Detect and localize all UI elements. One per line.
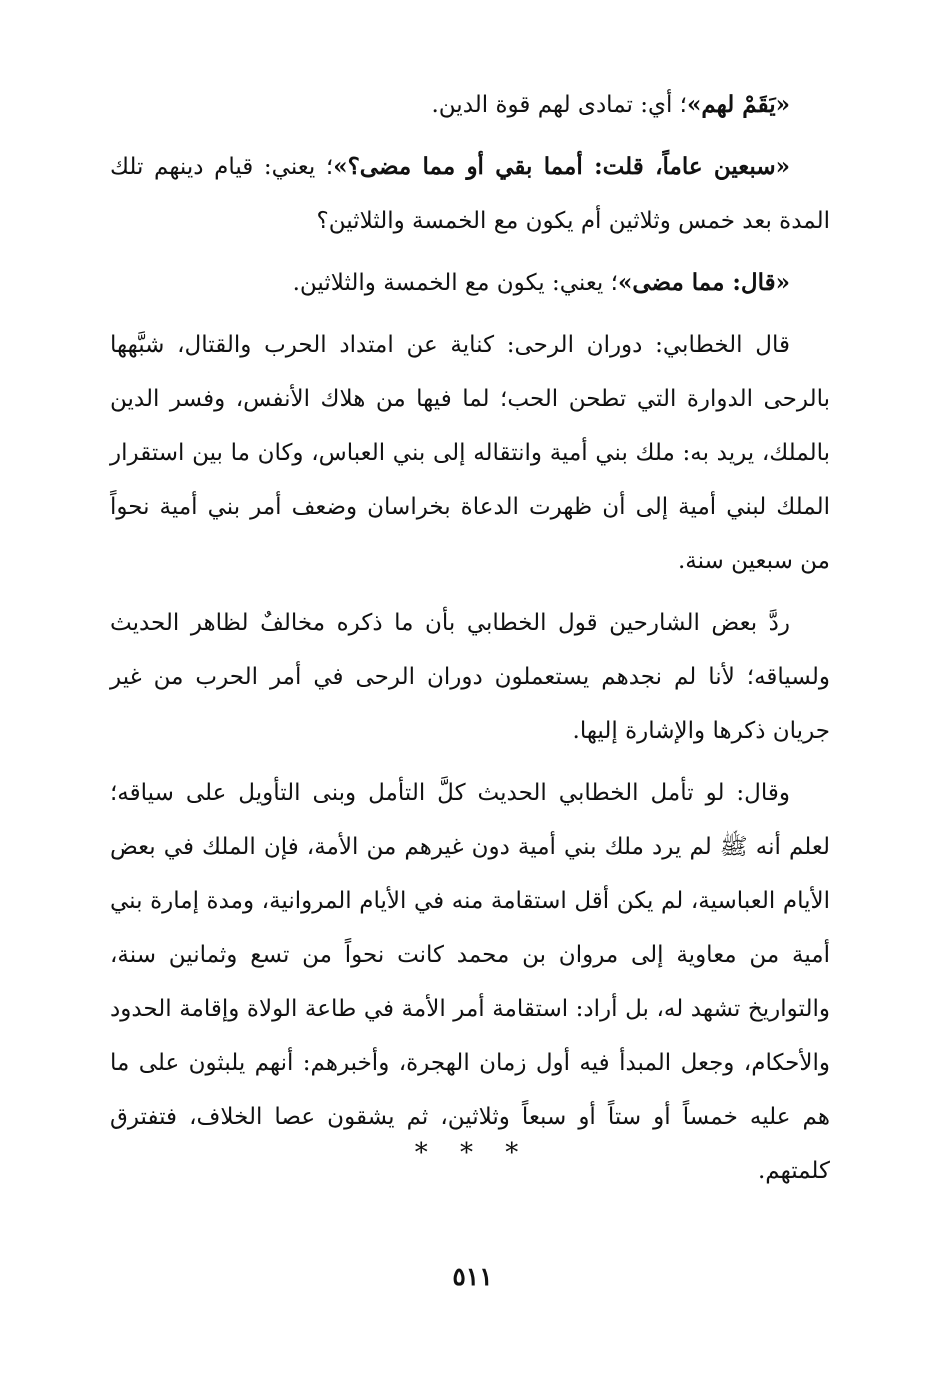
- paragraph-text: ؛ يعني: قيام دينهم تلك المدة بعد خمس وثلاثين أم يكون مع الخمسة والثلاثين؟: [110, 154, 830, 234]
- paragraph-6: [110, 766, 830, 1198]
- main-text: [110, 78, 830, 1206]
- quoted-phrase: «سبعين عاماً، قلت: أمما بقي أو مما مضى؟»: [333, 153, 790, 180]
- paragraph-2: [110, 140, 830, 248]
- paragraph-text: وقال: لو تأمل الخطابي الحديث كلَّ التأمل وبنى التأويل على سياقه؛ لعلم أنه ﷺ لم يرد ملك بني أمية دون غيرهم من الأمة، فإن الملك في بعض الأيام العباسية، لم يكن أقل استقامة منه في الأيام المروانية، ومدة إمارة بني أمية من معاوية إلى مروان بن محمد كانت نحواً من تسع وثمانين سنة، والتواريخ تشهد له، بل أراد: استقامة أمر الأمة في طاعة الولاة وإقامة الحدود والأحكام، وجعل المبدأ فيه أول زمان الهجرة، وأخبرهم: أنهم يلبثون على ما هم عليه خمساً أو ستاً أو سبعاً وثلاثين، ثم يشقون عصا الخلاف، فتفترق كلمتهم.: [110, 780, 830, 1184]
- paragraph-5: [110, 596, 830, 758]
- paragraph-text: قال الخطابي: دوران الرحى: كناية عن امتداد الحرب والقتال، شبَّهها بالرحى الدوارة التي تطحن الحب؛ لما فيها من هلاك الأنفس، وفسر الدين بالملك، يريد به: ملك بني أمية وانتقاله إلى بني العباس، وكان ما بين استقرار الملك لبني أمية إلى أن ظهرت الدعاة بخراسان وضعف أمر بني أمية نحواً من سبعين سنة.: [110, 332, 830, 574]
- page-number: ٥١١: [452, 1262, 493, 1291]
- paragraph-text: ردَّ بعض الشارحين قول الخطابي بأن ما ذكره مخالفٌ لظاهر الحديث ولسياقه؛ لأنا لم نجدهم يستعملون دوران الرحى في أمر الحرب من غير جريان ذكرها والإشارة إليها.: [110, 610, 830, 744]
- paragraph-3: [110, 256, 830, 310]
- quoted-phrase: «قال: مما مضى»: [617, 269, 790, 296]
- quoted-phrase: «يَقَمْ لهم»: [686, 91, 790, 118]
- paragraph-text: ؛ يعني: يكون مع الخمسة والثلاثين.: [292, 270, 618, 296]
- paragraph-1: [110, 78, 830, 132]
- section-separator: * * *: [414, 1138, 531, 1168]
- paragraph-text: ؛ أي: تمادى لهم قوة الدين.: [431, 92, 687, 118]
- paragraph-4: [110, 318, 830, 588]
